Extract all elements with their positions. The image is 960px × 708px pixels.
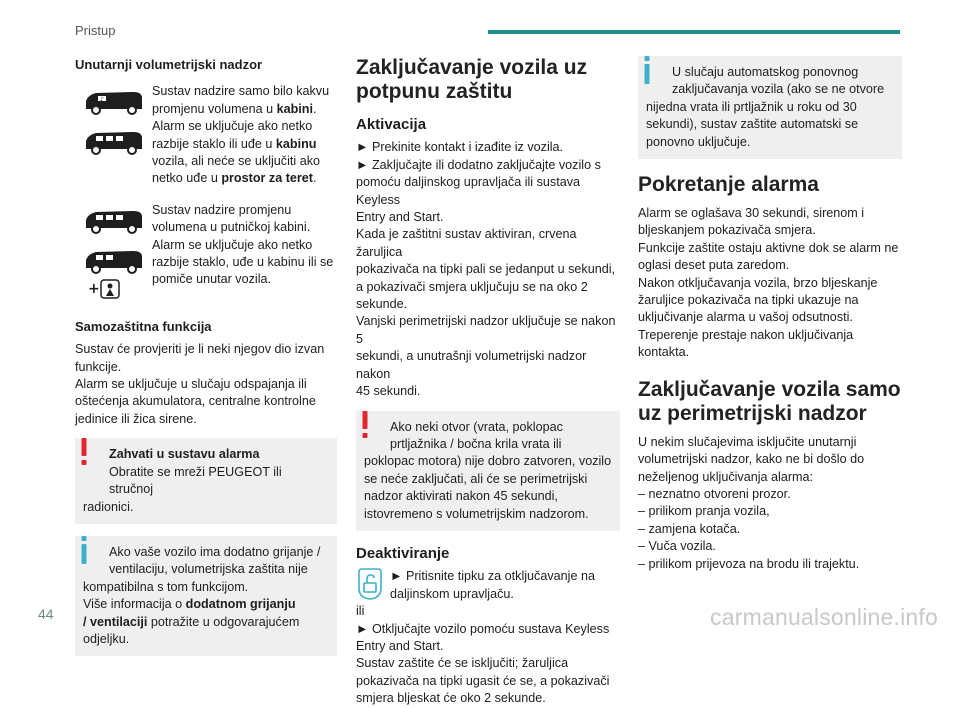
van-cargo-icon: [84, 129, 144, 155]
text-line: a pokazivači smjera uključuju se na oko 2: [356, 279, 588, 294]
section-heading-volumetric: Unutarnji volumetrijski nadzor: [75, 57, 263, 72]
selfprotect-text: [75, 341, 337, 428]
text-line: radionici.: [83, 499, 134, 514]
text-line: volumetrijski nadzor, kako ne bi došlo do: [638, 452, 865, 467]
unlock-key-icon: [356, 568, 384, 600]
text-line: se neće zaključati, ali će se perimetrijski: [364, 471, 588, 486]
info-box-auto-relock: [638, 56, 902, 159]
vehicle-block-passenger: [75, 202, 337, 300]
warning-icon: [359, 411, 371, 439]
text-line: Sustav zaštite će se isključiti; žaruljica: [356, 656, 569, 671]
text-line: / ventilaciji potražite u odgovarajućem: [83, 614, 300, 629]
text-line: nadzor aktivirati nakon 45 sekundi,: [364, 489, 558, 504]
text-line: Alarm se uključuje ako netko: [152, 237, 313, 252]
svg-text:♪: ♪: [99, 96, 104, 104]
text-line: Alarm se uključuje ako netko: [152, 119, 313, 134]
text-line: Funkcije zaštite ostaju aktivne dok se alarm ne: [638, 240, 899, 255]
text-line: kompatibilna s tom funkcijom.: [83, 579, 249, 594]
text-line: Sustav nadzire promjenu: [152, 202, 292, 217]
text-line: oglasi deset puta zaredom.: [638, 258, 790, 273]
text-line: Treperenje prestaje nakon uključivanja kontakta.: [638, 327, 854, 360]
warning-title: Zahvati u sustavu alarma: [109, 447, 260, 462]
list-item: – prilikom prijevoza na brodu ili trajektu.: [638, 556, 860, 571]
activation-heading: Aktivacija: [356, 116, 427, 133]
text-line: uključivanje alarma u vašoj odsutnosti.: [638, 310, 853, 325]
list-item: – zamjena kotača.: [638, 521, 741, 536]
svg-text:+: +: [87, 280, 100, 297]
text-line: razbije staklo ili uđe u kabinu: [152, 136, 317, 151]
list-item: – Vuča vozila.: [638, 539, 716, 554]
text-line: ili: [356, 604, 365, 619]
info-box-heating: [75, 536, 337, 656]
warning-box-alarm: [75, 438, 337, 524]
text-line: volumena u putničkoj kabini.: [152, 220, 311, 235]
header-accent-bar: [488, 30, 900, 34]
text-line: ponovno uključuje.: [646, 134, 751, 149]
text-line: promjenu volumena u kabini.: [152, 101, 317, 116]
text-line: Entry and Start.: [356, 638, 444, 653]
text-line: Alarm se uključuje u slučaju odspajanja ili: [75, 377, 307, 392]
text-line: bljeskanjem pokazivača smjera.: [638, 223, 816, 238]
text-line: odjeljku.: [83, 631, 130, 646]
alarm-text: [638, 205, 902, 362]
text-line: oštećenja akumulatora, centralne kontrolne: [75, 394, 316, 409]
text-line: pokazivača na tipki ugasit će se, a pokazivači: [356, 673, 610, 688]
text-line: ► Zaključajte ili dodatno zaključajte vozilo s: [356, 157, 601, 172]
text-line: Sustav nadzire samo bilo kakvu: [152, 84, 330, 99]
text-line: U slučaju automatskog ponovnog: [672, 65, 859, 79]
text-line: ► Prekinite kontakt i izađite iz vozila.: [356, 140, 564, 155]
info-icon: [78, 536, 90, 564]
text-line: smjera bljeskat će oko 2 sekunde.: [356, 691, 546, 706]
text-line: poklopac motora) nije dobro zatvoren, vozilo: [364, 454, 612, 469]
text-line: pokazivača na tipki pali se jedanput u sekundi,: [356, 262, 616, 277]
text-line: Alarm se oglašava 30 sekundi, sirenom i: [638, 206, 865, 221]
text-line: daljinskom upravljaču.: [390, 586, 514, 601]
text-line: vozila, ali neće se uključiti ako: [152, 154, 320, 169]
text-line: 45 sekundi.: [356, 384, 421, 399]
text-line: ► Otključajte vozilo pomoću sustava Keyless: [356, 621, 610, 636]
van-cabin-icon: [84, 89, 144, 115]
text-line: žaruljice pokazivača na tipki ukazuje na: [638, 293, 859, 308]
column-1: [75, 56, 337, 668]
text-line: Obratite se mreži PEUGEOT ili stručnoj: [109, 464, 282, 497]
text-line: razbije staklo, uđe u kabinu ili se: [152, 255, 334, 270]
text-line: nijedna vrata ili prtljažnik u roku od 30: [646, 99, 857, 114]
vehicle-block-cabin: [75, 83, 337, 187]
section-title-alarm-trigger: Pokretanje alarma: [638, 173, 819, 197]
text-line: sekunde.: [356, 297, 408, 312]
text-line: sekundi), sustav zaštite automatski se: [646, 117, 859, 132]
list-item: – prilikom pranja vozila,: [638, 504, 770, 519]
text-line: Više informacija o dodatnom grijanju: [83, 597, 296, 612]
list-item: – neznatno otvoreni prozor.: [638, 486, 791, 501]
text-line: Entry and Start.: [356, 210, 444, 225]
text-line: sekundi, a unutrašnji volumetrijski nadzor nakon: [356, 349, 587, 381]
section-header: Pristup: [75, 23, 116, 38]
van-passenger-icon: [84, 208, 144, 234]
text-line: netko uđe u prostor za teret.: [152, 171, 317, 186]
deactivation-text: [356, 603, 620, 707]
van-passenger-alarm-icon: [84, 248, 144, 300]
warning-box-openings: [356, 411, 620, 531]
activation-text: [356, 139, 620, 400]
text-line: ► Pritisnite tipku za otključavanje na: [390, 569, 595, 584]
text-line: istovremeno s volumetrijskim nadzorom.: [364, 506, 589, 521]
watermark: carmanualsonline.info: [710, 604, 938, 630]
text-line: U nekim slučajevima isključite unutarnji: [638, 434, 857, 449]
column-3: [638, 56, 902, 573]
text-line: Ako vaše vozilo ima dodatno grijanje /: [109, 544, 321, 559]
text-line: Vanjski perimetrijski nadzor uključuje se nakon 5: [356, 314, 616, 346]
column-2: [356, 56, 620, 708]
perimeter-text: [638, 434, 902, 573]
text-line: neželjenog uključivanja alarma:: [638, 469, 814, 484]
unlock-instruction: [356, 568, 620, 603]
info-icon: [641, 56, 653, 84]
text-line: pomiče unutar vozila.: [152, 272, 272, 287]
page-number: 44: [38, 606, 54, 622]
text-line: prtljažnika / bočna krila vrata ili: [390, 436, 562, 451]
text-line: funkcije.: [75, 359, 122, 374]
warning-icon: [78, 438, 90, 466]
deactivation-heading: Deaktiviranje: [356, 544, 450, 562]
section-title-perimeter-only: Zaključavanje vozila samo uz perimetrijski nadzor: [638, 377, 901, 425]
text-line: Sustav će provjeriti je li neki njegov dio izvan: [75, 342, 325, 357]
section-title-full-protection: Zaključavanje vozila uz potpunu zaštitu: [356, 56, 588, 103]
text-line: pomoću daljinskog upravljača ili sustava Keyless: [356, 175, 581, 207]
text-line: jedinice ili žica sirene.: [75, 411, 197, 426]
text-line: Nakon otključavanja vozila, brzo bljeskanje: [638, 275, 878, 290]
text-line: Kada je zaštitni sustav aktiviran, crvena žaruljica: [356, 227, 577, 259]
text-line: ventilaciju, volumetrijska zaštita nije: [109, 562, 308, 577]
text-line: Ako neki otvor (vrata, poklopac: [390, 419, 563, 434]
text-line: zaključavanja vozila (ako se ne otvore: [672, 82, 885, 97]
selfprotect-heading: Samozaštitna funkcija: [75, 318, 212, 334]
